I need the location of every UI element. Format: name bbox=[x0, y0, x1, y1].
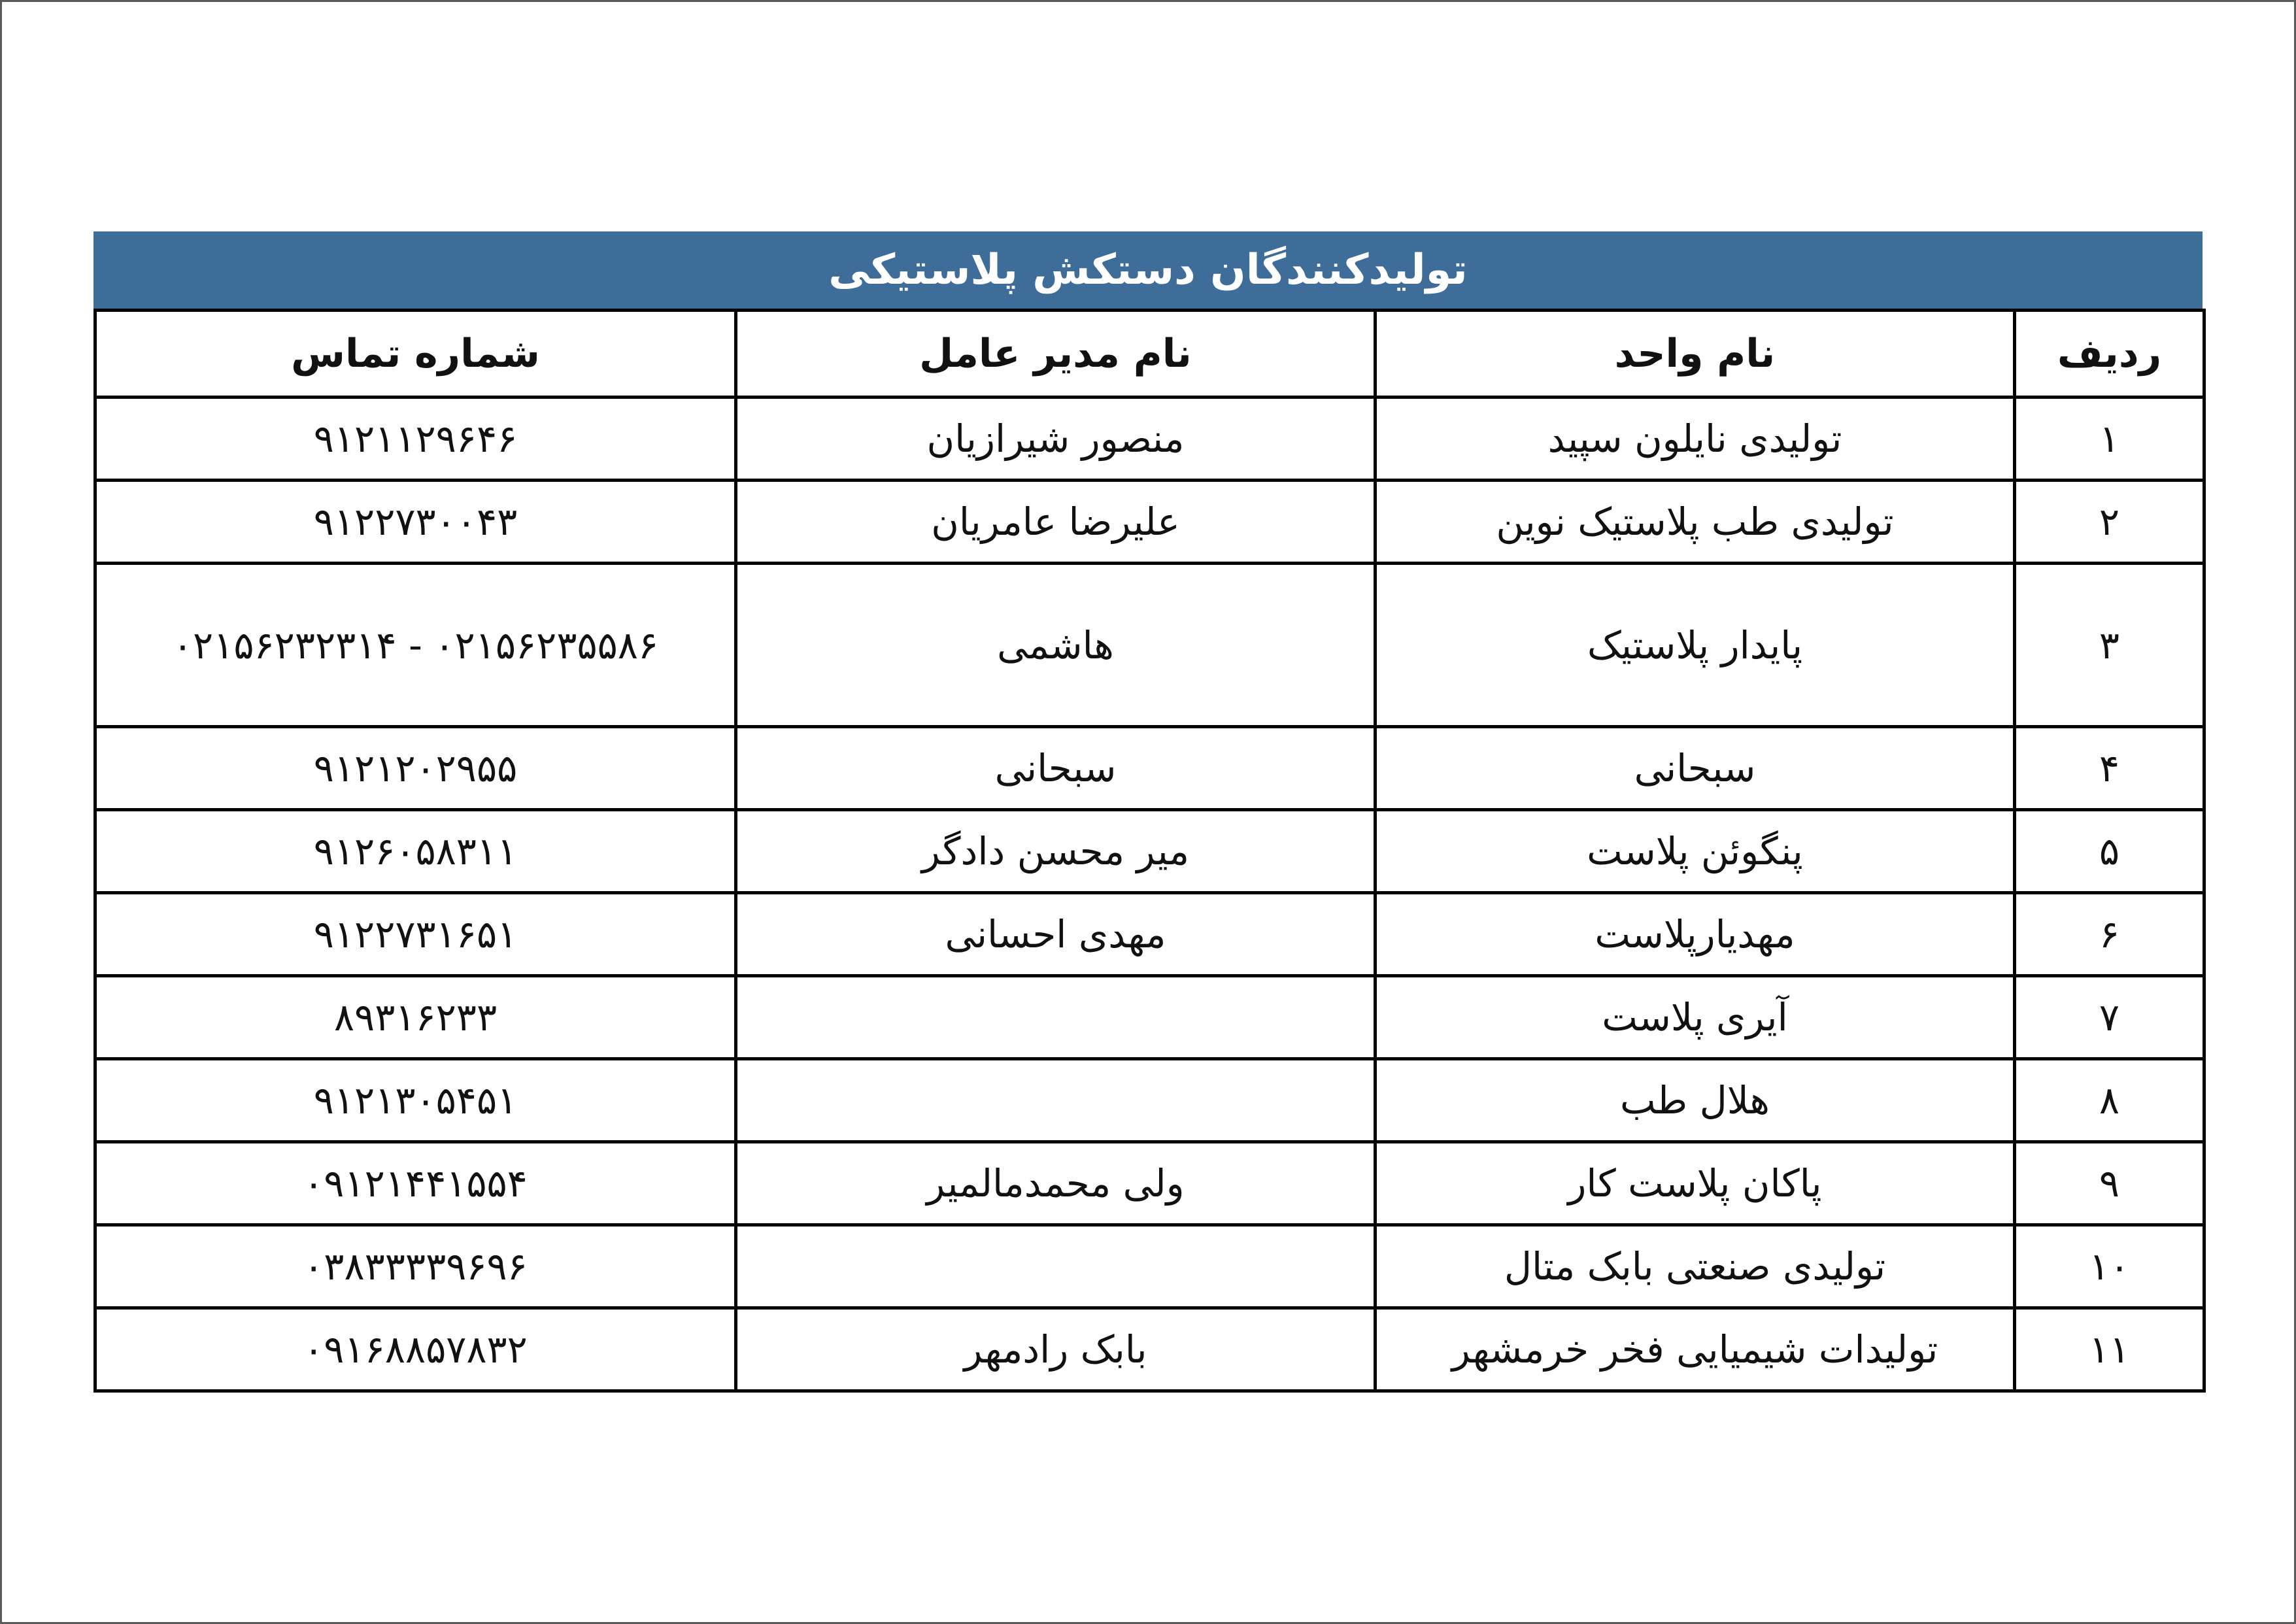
manufacturers-table-container bbox=[93, 231, 2203, 1393]
phone-cell: ۰۹۱۲۱۴۴۱۵۵۴ bbox=[95, 1142, 736, 1225]
row-number-cell: ۶ bbox=[2015, 893, 2204, 976]
unit-name-cell: آیری پلاست bbox=[1376, 976, 2015, 1059]
unit-name-cell: هلال طب bbox=[1376, 1059, 2015, 1142]
table-row bbox=[95, 1142, 2204, 1225]
phone-cell: ۰۲۱۵۶۲۳۵۵۸۶ - ۰۲۱۵۶۲۳۲۳۱۴ bbox=[95, 564, 736, 727]
row-number-cell: ۳ bbox=[2015, 564, 2204, 727]
manager-name-cell: میر محسن دادگر bbox=[736, 810, 1376, 893]
phone-cell: ۹۱۲۱۱۲۹۶۴۶ bbox=[95, 398, 736, 481]
header-manager-name: نام مدیر عامل bbox=[736, 311, 1376, 398]
row-number-cell: ۵ bbox=[2015, 810, 2204, 893]
manager-name-cell bbox=[736, 1059, 1376, 1142]
unit-name-cell: مهدیارپلاست bbox=[1376, 893, 2015, 976]
header-phone: شماره تماس bbox=[95, 311, 736, 398]
manager-name-cell: ولی محمدمالمیر bbox=[736, 1142, 1376, 1225]
table-title: تولیدکنندگان دستکش پلاستیکی bbox=[93, 231, 2203, 309]
row-number-cell: ۸ bbox=[2015, 1059, 2204, 1142]
table-row bbox=[95, 481, 2204, 564]
phone-cell: ۹۱۲۲۷۳۰۰۴۳ bbox=[95, 481, 736, 564]
unit-name-cell: سبحانی bbox=[1376, 727, 2015, 810]
phone-cell: ۰۹۱۶۸۸۵۷۸۳۲ bbox=[95, 1308, 736, 1391]
header-row-number: ردیف bbox=[2015, 311, 2204, 398]
unit-name-cell: تولیدی طب پلاستیک نوین bbox=[1376, 481, 2015, 564]
phone-cell: ۹۱۲۱۳۰۵۴۵۱ bbox=[95, 1059, 736, 1142]
table-row bbox=[95, 398, 2204, 481]
unit-name-cell: پنگوئن پلاست bbox=[1376, 810, 2015, 893]
row-number-cell: ۹ bbox=[2015, 1142, 2204, 1225]
manager-name-cell: مهدی احسانی bbox=[736, 893, 1376, 976]
table-row bbox=[95, 810, 2204, 893]
header-row bbox=[95, 311, 2204, 398]
unit-name-cell: پاکان پلاست کار bbox=[1376, 1142, 2015, 1225]
manager-name-cell: علیرضا عامریان bbox=[736, 481, 1376, 564]
table-row bbox=[95, 1308, 2204, 1391]
table-row bbox=[95, 1225, 2204, 1308]
row-number-cell: ۱۱ bbox=[2015, 1308, 2204, 1391]
table-row bbox=[95, 1059, 2204, 1142]
table-row bbox=[95, 727, 2204, 810]
unit-name-cell: تولیدی نایلون سپید bbox=[1376, 398, 2015, 481]
row-number-cell: ۱۰ bbox=[2015, 1225, 2204, 1308]
manager-name-cell bbox=[736, 1225, 1376, 1308]
manager-name-cell bbox=[736, 976, 1376, 1059]
phone-cell: ۹۱۲۱۲۰۲۹۵۵ bbox=[95, 727, 736, 810]
manager-name-cell: سبحانی bbox=[736, 727, 1376, 810]
unit-name-cell: تولیدات شیمیایی فخر خرمشهر bbox=[1376, 1308, 2015, 1391]
manager-name-cell: منصور شیرازیان bbox=[736, 398, 1376, 481]
phone-cell: ۰۳۸۳۳۳۳۹۶۹۶ bbox=[95, 1225, 736, 1308]
row-number-cell: ۲ bbox=[2015, 481, 2204, 564]
phone-cell: ۹۱۲۲۷۳۱۶۵۱ bbox=[95, 893, 736, 976]
header-unit-name: نام واحد bbox=[1376, 311, 2015, 398]
manufacturers-table bbox=[93, 309, 2206, 1393]
row-number-cell: ۱ bbox=[2015, 398, 2204, 481]
manager-name-cell: بابک رادمهر bbox=[736, 1308, 1376, 1391]
row-number-cell: ۴ bbox=[2015, 727, 2204, 810]
manager-name-cell: هاشمی bbox=[736, 564, 1376, 727]
unit-name-cell: پایدار پلاستیک bbox=[1376, 564, 2015, 727]
table-row bbox=[95, 564, 2204, 727]
phone-cell: ۹۱۲۶۰۵۸۳۱۱ bbox=[95, 810, 736, 893]
table-row bbox=[95, 976, 2204, 1059]
row-number-cell: ۷ bbox=[2015, 976, 2204, 1059]
table-row bbox=[95, 893, 2204, 976]
unit-name-cell: تولیدی صنعتی بابک متال bbox=[1376, 1225, 2015, 1308]
phone-cell: ۸۹۳۱۶۲۳۳ bbox=[95, 976, 736, 1059]
